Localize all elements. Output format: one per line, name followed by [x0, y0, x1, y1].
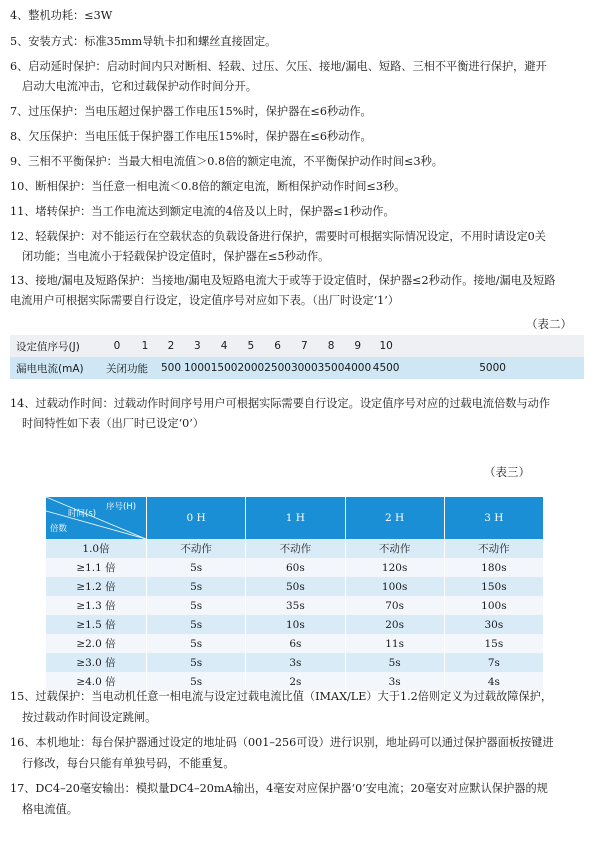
item-16-cont: 行修改，每台只能有单独号码，不能重复。 [22, 757, 235, 770]
table-cell: ≥1.3 倍 [46, 596, 147, 615]
item-6: 6、启动延时保护：启动时间内只对断相、轻载、过压、欠压、接地/漏电、短路、三相不平衡进行保护，避开 [10, 60, 547, 73]
table3-header: 1 H [246, 497, 345, 539]
item-10: 10、断相保护：当任意一相电流＜0.8倍的额定电流，断相保护动作时间≤3秒。 [10, 180, 406, 193]
table3-header-row [46, 497, 544, 539]
table-cell: 3000 [291, 357, 318, 379]
table-cell: 6 [264, 335, 291, 357]
table-cell: 4000 [344, 357, 371, 379]
table-row [46, 634, 544, 653]
item-11: 11、堵转保护：当工作电流达到额定电流的4倍及以上时，保护器≤1秒动作。 [10, 205, 395, 218]
table2-row-current [10, 357, 584, 379]
table2-row2-label: 漏电电流(mA) [10, 357, 102, 379]
table3-caption: （表三） [484, 465, 530, 479]
item-4: 4、整机功耗：≤3W [10, 9, 113, 22]
table-cell: 3s [345, 672, 444, 691]
table3-header: 2 H [345, 497, 444, 539]
item-15: 15、过载保护：当电动机任意一相电流与设定过载电流比值（IMAX/LE）大于1.2倍则定义为过载故障保护， [10, 690, 553, 703]
table-row [46, 558, 544, 577]
table-cell: 100s [345, 577, 444, 596]
table-cell: 2 [158, 335, 184, 357]
table-cell: 150s [444, 577, 543, 596]
item-13: 13、接地/漏电及短路保护：当接地/漏电及短路电流大于或等于设定值时，保护器≤2秒动作。接地/漏电及短路 [10, 274, 556, 287]
table-cell: 5s [147, 596, 246, 615]
item-5: 5、安装方式：标准35mm导轨卡扣和螺丝直接固定。 [10, 35, 277, 48]
table-cell: 3500 [318, 357, 345, 379]
table-cell: 15s [444, 634, 543, 653]
table-cell: 3 [184, 335, 211, 357]
table-cell: 4500 [371, 357, 401, 379]
table-cell: 6s [246, 634, 345, 653]
table-cell: 3s [246, 653, 345, 672]
table-cell: 5s [147, 634, 246, 653]
table-cell: 10s [246, 615, 345, 634]
table3-corner-cell [46, 497, 147, 539]
table-cell: 7s [444, 653, 543, 672]
table-cell: 1 [132, 335, 158, 357]
table-cell: 30s [444, 615, 543, 634]
item-16: 16、本机地址：每台保护器通过设定的地址码（001–256可设）进行识别，地址码可以通过保护器面板按键进 [10, 736, 554, 749]
table-cell: 9 [344, 335, 371, 357]
table-row [46, 615, 544, 634]
table-cell: 7 [291, 335, 318, 357]
table-cell: 1.0倍 [46, 539, 147, 558]
leakage-table [10, 335, 584, 379]
item-13-cont: 电流用户可根据实际需要自行设定，设定值序号对应如下表。（出厂时设定‘1’） [10, 294, 400, 307]
table-cell [401, 335, 584, 357]
table2-row-setting [10, 335, 584, 357]
table-cell: 关闭功能 [102, 357, 158, 379]
corner-mult-label: 倍数 [50, 524, 68, 534]
table-row [46, 577, 544, 596]
table-cell: 60s [246, 558, 345, 577]
table-cell: 1000 [184, 357, 211, 379]
table-cell: 5s [147, 558, 246, 577]
item-9: 9、三相不平衡保护：当最大相电流值＞0.8倍的额定电流，不平衡保护动作时间≤3秒。 [10, 155, 443, 168]
item-12: 12、轻载保护：对不能运行在空载状态的负载设备进行保护，需要时可根据实际情况设定，不用时请设定0关 [10, 230, 546, 243]
table-cell: 2000 [237, 357, 264, 379]
table-cell: 20s [345, 615, 444, 634]
table-cell: 2500 [264, 357, 291, 379]
table-cell: 5000 [401, 357, 584, 379]
table-cell: 500 [158, 357, 184, 379]
table-cell: 不动作 [345, 539, 444, 558]
table2-row1-label: 设定值序号(J) [10, 335, 102, 357]
table-cell: 5 [237, 335, 264, 357]
overload-time-table [46, 497, 544, 691]
table-cell: ≥2.0 倍 [46, 634, 147, 653]
table-row [46, 596, 544, 615]
table-row [46, 539, 544, 558]
corner-seq-label: 序号(H) [106, 502, 137, 512]
table-cell: 1500 [211, 357, 238, 379]
table-cell: 4 [211, 335, 238, 357]
item-15-cont: 按过载动作时间设定跳闸。 [22, 711, 157, 724]
table-cell: 5s [147, 672, 246, 691]
table2-caption: （表二） [526, 317, 572, 331]
table-cell: 70s [345, 596, 444, 615]
table-cell: 2s [246, 672, 345, 691]
table-cell: 35s [246, 596, 345, 615]
item-17-cont: 格电流值。 [22, 803, 78, 816]
table-cell: 5s [147, 653, 246, 672]
table-cell: 11s [345, 634, 444, 653]
item-17: 17、DC4–20毫安输出：模拟量DC4–20mA输出，4毫安对应保护器‘0’安电流；20毫安对应默认保护器的规 [10, 782, 548, 795]
item-8: 8、欠压保护：当电压低于保护器工作电压15%时，保护器在≤6秒动作。 [10, 130, 372, 143]
table-cell: ≥3.0 倍 [46, 653, 147, 672]
table-cell: 不动作 [147, 539, 246, 558]
table-cell: 不动作 [246, 539, 345, 558]
item-14-cont: 时间特性如下表（出厂时已设定‘0’） [22, 417, 205, 430]
table-cell: 5s [345, 653, 444, 672]
table3-header: 0 H [147, 497, 246, 539]
table-cell: ≥1.1 倍 [46, 558, 147, 577]
item-12-cont: 闭功能；当电流小于轻载保护设定值时，保护器在≤5秒动作。 [22, 250, 330, 263]
table-cell: 4s [444, 672, 543, 691]
table-cell: ≥4.0 倍 [46, 672, 147, 691]
item-14: 14、过载动作时间：过载动作时间序号用户可根据实际需要自行设定。设定值序号对应的过载电流倍数与动作 [10, 397, 551, 410]
corner-time-label: 时间(s) [68, 509, 97, 519]
table-cell: 100s [444, 596, 543, 615]
table-cell: 120s [345, 558, 444, 577]
item-7: 7、过压保护：当电压超过保护器工作电压15%时，保护器在≤6秒动作。 [10, 105, 372, 118]
item-6-cont: 启动大电流冲击，它和过载保护动作时间分开。 [22, 80, 257, 93]
table-cell: 180s [444, 558, 543, 577]
table-cell: 50s [246, 577, 345, 596]
table-cell: 5s [147, 577, 246, 596]
table-cell: 8 [318, 335, 345, 357]
table3-header: 3 H [444, 497, 543, 539]
table-cell: 不动作 [444, 539, 543, 558]
table-cell: ≥1.5 倍 [46, 615, 147, 634]
table-cell: 0 [102, 335, 132, 357]
table-cell: 10 [371, 335, 401, 357]
table-row [46, 653, 544, 672]
table-cell: ≥1.2 倍 [46, 577, 147, 596]
table-cell: 5s [147, 615, 246, 634]
